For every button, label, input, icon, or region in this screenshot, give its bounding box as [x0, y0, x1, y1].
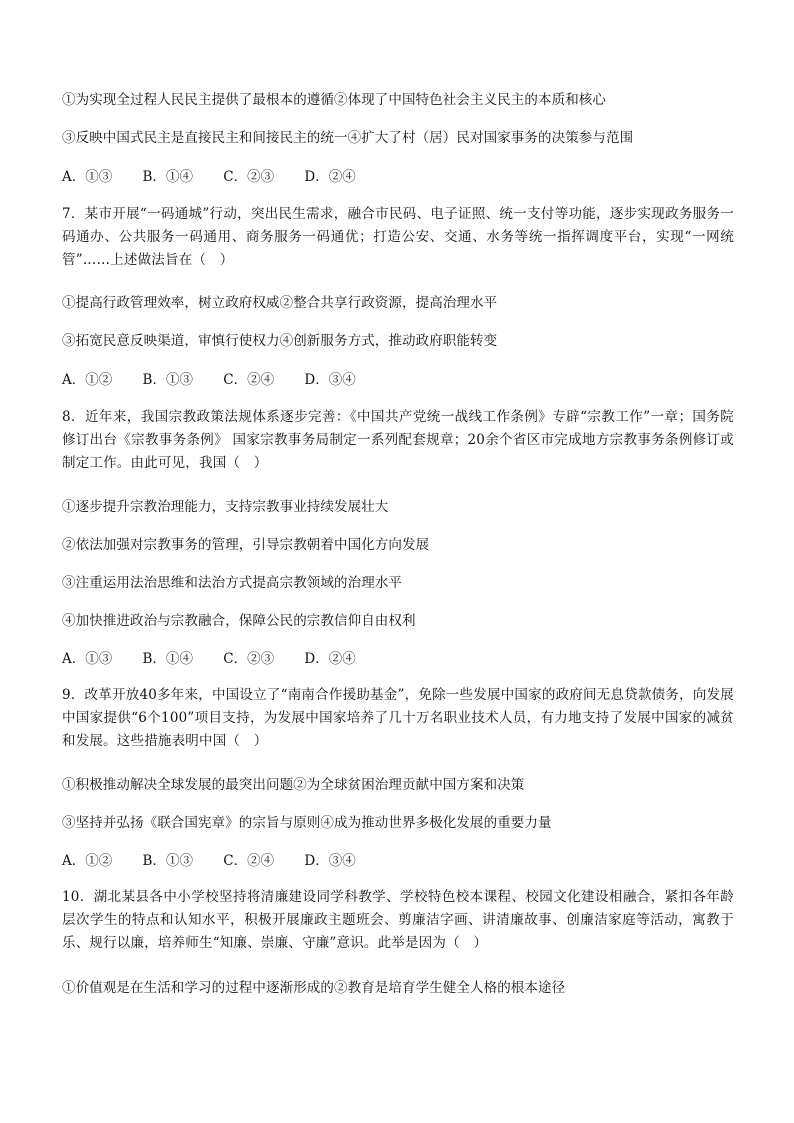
- choice-a: A．①②: [62, 853, 113, 869]
- option-statement-line: ②依法加强对宗教事务的管理，引导宗教朝着中国化方向发展: [62, 537, 430, 553]
- option-statement-line: ①为实现全过程人民民主提供了最根本的遵循②体现了中国特色社会主义民主的本质和核心: [62, 92, 606, 108]
- choice-d: D．③④: [304, 372, 356, 388]
- choice-d: D．②④: [304, 169, 356, 185]
- question-10-stem: 10．湖北某县各中小学校坚持将清廉建设同学科教学、学校特色校本课程、校园文化建设相融合，紧扣各年龄层次学生的特点和认知水平，积极开展廉政主题班会、剪廉洁字画、讲清廉故事、创廉洁家庭等活动，寓教于乐、规行以廉，培养师生“知廉、崇廉、守廉”意识。此举是因为（ ）: [62, 889, 734, 951]
- question-9-stem: 9．改革开放40多年来，中国设立了“南南合作援助基金”，免除一些发展中国家的政府间无息贷款债务，向发展中国家提供“6个100”项目支持，为发展中国家培养了几十万名职业技术人员，有力地支持了发展中国家的减贫和发展。这些措施表明中国（ ）: [62, 687, 734, 749]
- choice-d: D．③④: [304, 853, 356, 869]
- option-statement-line: ③拓宽民意反映渠道，审慎行使权力④创新服务方式，推动政府职能转变: [62, 333, 498, 349]
- choice-c: C．②④: [223, 853, 275, 869]
- option-statement-line: ①积极推动解决全球发展的最突出问题②为全球贫困治理贡献中国方案和决策: [62, 777, 525, 793]
- answer-choices: [62, 372, 382, 388]
- question-8-stem: 8．近年来，我国宗教政策法规体系逐步完善：《中国共产党统一战线工作条例》专辟“宗教工作”一章；国务院修订出台《宗教事务条例》 国家宗教事务局制定一系列配套规章；20余个省区市完成地方宗教事务条例修订或制定工作。由此可见，我国（ ）: [62, 409, 734, 471]
- option-statement-line: ④加快推进政治与宗教融合，保障公民的宗教信仰自由权利: [62, 613, 416, 629]
- answer-choices: [62, 169, 382, 185]
- choice-c: C．②③: [223, 651, 275, 667]
- option-statement-line: ①逐步提升宗教治理能力，支持宗教事业持续发展壮大: [62, 499, 389, 515]
- option-statement-line: ③反映中国式民主是直接民主和间接民主的统一④扩大了村（居）民对国家事务的决策参与范围: [62, 130, 634, 146]
- option-statement-line: ③注重运用法治思维和法治方式提高宗教领域的治理水平: [62, 575, 402, 591]
- choice-a: A．①③: [62, 169, 113, 185]
- choice-c: C．②④: [223, 372, 275, 388]
- choice-a: A．①②: [62, 372, 113, 388]
- choice-c: C．②③: [223, 169, 275, 185]
- answer-choices: [62, 651, 382, 667]
- choice-d: D．②④: [304, 651, 356, 667]
- question-7-stem: 7．某市开展“一码通城”行动，突出民生需求，融合市民码、电子证照、统一支付等功能，逐步实现政务服务一码通办、公共服务一码通用、商务服务一码通优；打造公安、交通、水务等统一指挥调度平台，实现“一网统管”……上述做法旨在（ ）: [62, 206, 734, 268]
- choice-b: B．①③: [142, 853, 193, 869]
- option-statement-line: ①价值观是在生活和学习的过程中逐渐形成的②教育是培育学生健全人格的根本途径: [62, 980, 566, 996]
- option-statement-line: ①提高行政管理效率，树立政府权威②整合共享行政资源，提高治理水平: [62, 295, 498, 311]
- answer-choices: [62, 853, 382, 869]
- option-statement-line: ③坚持并弘扬《联合国宪章》的宗旨与原则④成为推动世界多极化发展的重要力量: [62, 815, 552, 831]
- choice-a: A．①③: [62, 651, 113, 667]
- choice-b: B．①③: [142, 372, 193, 388]
- choice-b: B．①④: [142, 651, 193, 667]
- choice-b: B．①④: [142, 169, 193, 185]
